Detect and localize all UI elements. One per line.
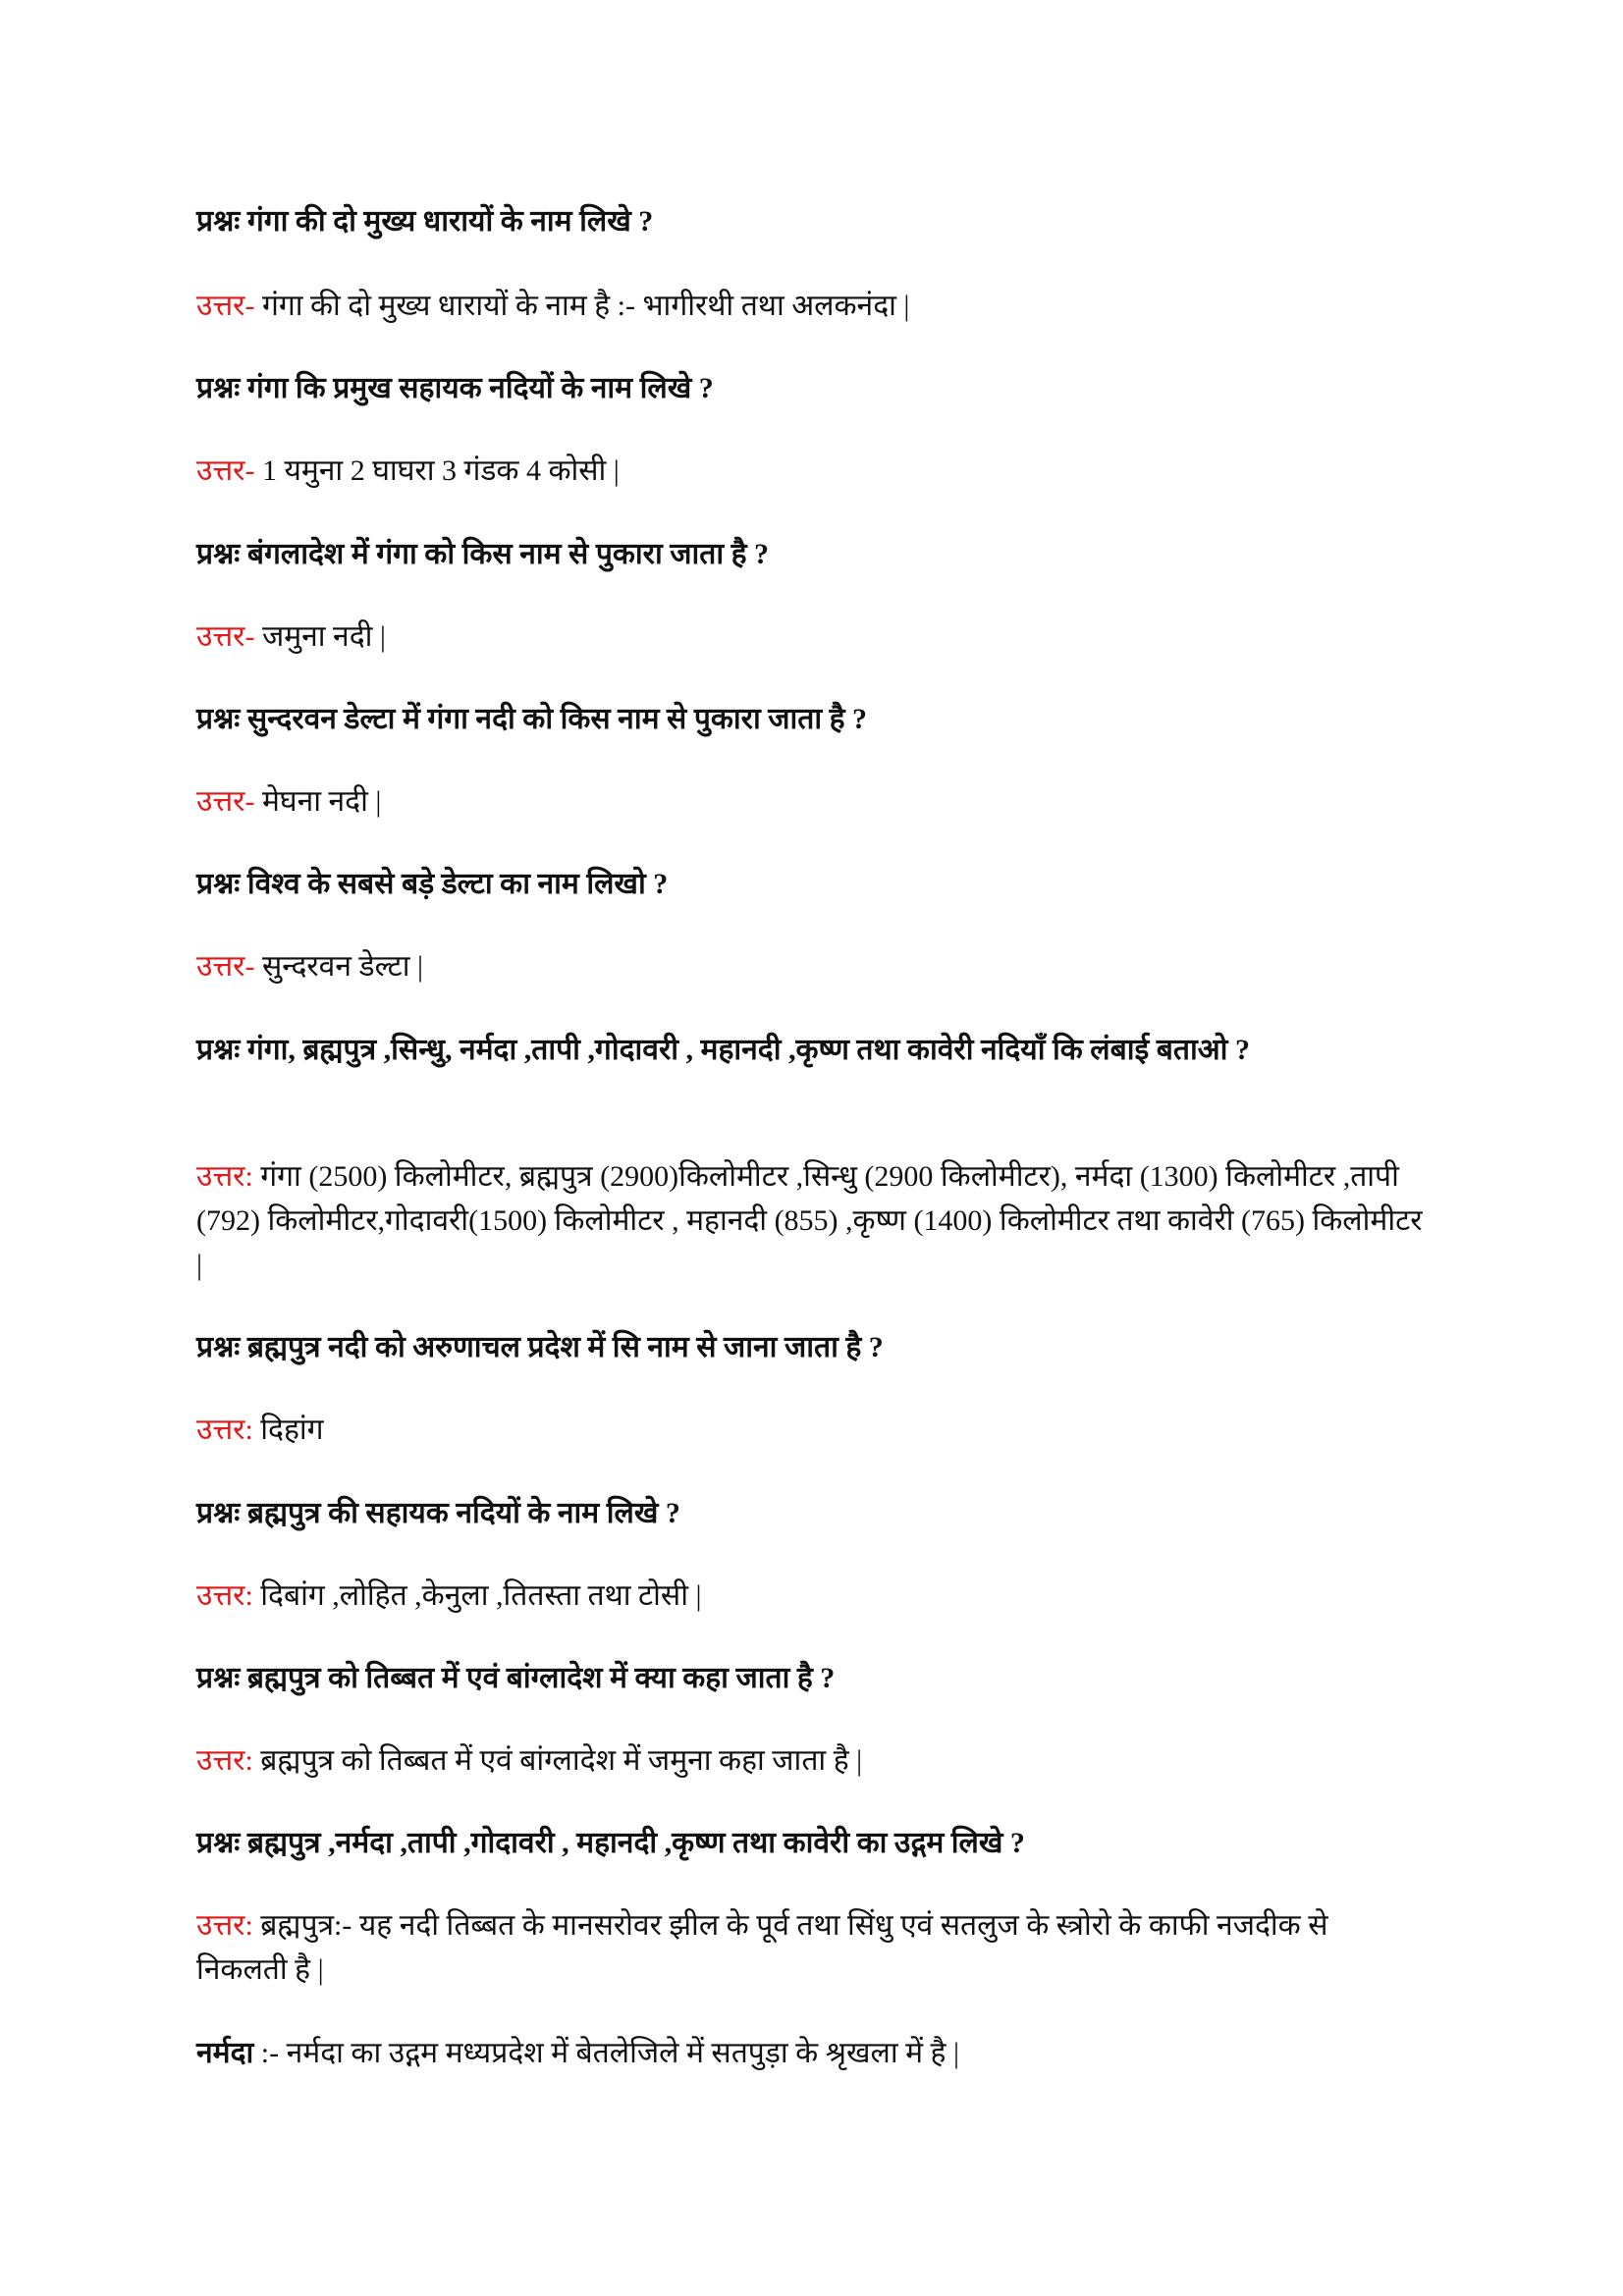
answer-label: उत्तर- xyxy=(196,950,255,983)
answer xyxy=(196,1154,1424,1287)
question: प्रश्नः ब्रह्मपुत्र नदी को अरुणाचल प्रदेश में सि नाम से जाना जाता है ? xyxy=(196,1331,884,1363)
question: प्रश्नः विश्व के सबसे बड़े डेल्टा का नाम लिखो ? xyxy=(196,868,669,900)
question: प्रश्नः गंगा कि प्रमुख सहायक नदियों के नाम लिखे ? xyxy=(196,372,714,404)
question: प्रश्नः बंगलादेश में गंगा को किस नाम से पुकारा जाता है ? xyxy=(196,538,770,570)
question: प्रश्नः ब्रह्मपुत्र की सहायक नदियों के नाम लिखे ? xyxy=(196,1497,680,1529)
answer-label: उत्तर: xyxy=(196,1744,253,1777)
answer-label: उत्तर- xyxy=(196,785,255,818)
answer-label: नर्मदा xyxy=(196,2037,254,2069)
answer-label: उत्तर- xyxy=(196,454,255,487)
answer-text: दिबांग ,लोहित ,केनुला ,तितस्ता तथा टोसी | xyxy=(252,1579,702,1612)
answer-text: दिहांग xyxy=(252,1414,324,1446)
question: प्रश्नः गंगा की दो मुख्य धारायों के नाम लिखे ? xyxy=(196,205,654,238)
answer xyxy=(196,1738,1424,1783)
answer-text: मेघना नदी | xyxy=(254,785,382,818)
answer xyxy=(196,284,1424,328)
answer xyxy=(196,944,1424,988)
question: प्रश्नः सुन्दरवन डेल्टा में गंगा नदी को किस नाम से पुकारा जाता है ? xyxy=(196,703,868,735)
question: प्रश्नः ब्रह्मपुत्र को तिब्बत में एवं बांग्लादेश में क्या कहा जाता है ? xyxy=(196,1662,836,1694)
answer-label: उत्तर: xyxy=(196,1909,253,1942)
answer-label: उत्तर- xyxy=(196,620,255,653)
answer-label: उत्तर: xyxy=(196,1414,253,1446)
answer-text: जमुना नदी | xyxy=(254,620,386,653)
answer xyxy=(196,1903,1424,1992)
answer xyxy=(196,614,1424,659)
answer-text: ब्रह्मपुत्र को तिब्बत में एवं बांग्लादेश में जमुना कहा जाता है | xyxy=(252,1744,863,1777)
answer xyxy=(196,1408,1424,1452)
answer xyxy=(196,2031,1424,2075)
answer-text: ब्रह्मपुत्र:- यह नदी तिब्बत के मानसरोवर झील के पूर्व तथा सिंधु एवं सतलुज के स्त्रोरो के काफी नजदीक से निकलती है | xyxy=(196,1909,1328,1986)
answer-label: उत्तर- xyxy=(196,290,255,322)
question: प्रश्नः ब्रह्मपुत्र ,नर्मदा ,तापी ,गोदावरी , महानदी ,कृष्ण तथा कावेरी का उद्गम लिखे ? xyxy=(196,1827,1025,1859)
answer xyxy=(196,449,1424,493)
answer xyxy=(196,1574,1424,1618)
answer-label: उत्तर: xyxy=(196,1579,253,1612)
answer-text: गंगा की दो मुख्य धारायों के नाम है :- भागीरथी तथा अलकनंदा | xyxy=(254,290,910,322)
answer-label: उत्तर: xyxy=(196,1160,253,1193)
answer xyxy=(196,779,1424,824)
answer-text: 1 यमुना 2 घाघरा 3 गंडक 4 कोसी | xyxy=(254,454,620,487)
question: प्रश्नः गंगा, ब्रह्मपुत्र ,सिन्धु, नर्मदा ,तापी ,गोदावरी , महानदी ,कृष्ण तथा कावेरी नदियाँ कि लंबाई बताओ ? xyxy=(196,1034,1250,1066)
answer-text: सुन्दरवन डेल्टा | xyxy=(254,950,424,983)
answer-text: :- नर्मदा का उद्गम मध्यप्रदेश में बेतलेजिले में सतपुड़ा के श्रृखला में है | xyxy=(253,2037,959,2069)
answer-text: गंगा (2500) किलोमीटर, ब्रह्मपुत्र (2900)किलोमीटर ,सिन्धु (2900 किलोमीटर), नर्मदा (1300) किलोमीटर ,तापी (792) किलोमीटर,गोदावरी(1500) किलोमीटर , महानदी (855) ,कृष्ण (1400) किलोमीटर तथा कावेरी (765) किलोमीटर | xyxy=(196,1160,1423,1281)
